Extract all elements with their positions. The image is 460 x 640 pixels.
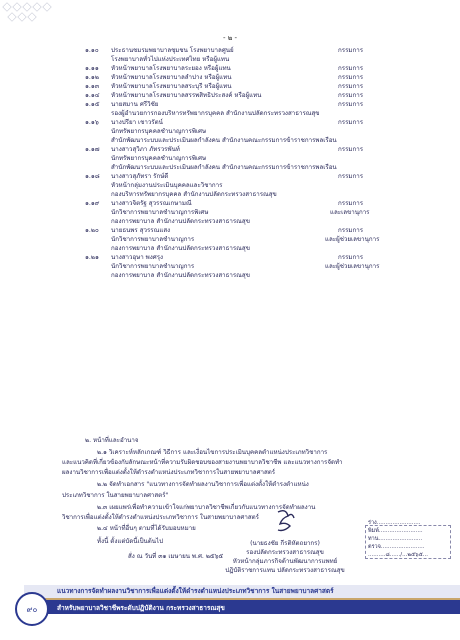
- member-row: ๑.๑๔: [85, 92, 100, 99]
- stamp-line-1: ร่าง.........................: [368, 520, 421, 526]
- member-role: กรรมการ: [338, 65, 364, 72]
- duty-1a: ๒.๑ วิเคราะห์หลักเกณฑ์ วิธีการ และเงื่อนไขการประเมินบุคคลตำแหน่งประเภทวิชาการ: [97, 449, 328, 456]
- stamp-line-3: ทาน.........................: [368, 536, 423, 542]
- member-name: นางสาวอุษา พงศรุง: [111, 254, 164, 261]
- stamp-line-5: ..........๘....../...๒๕๖๕...: [368, 552, 429, 558]
- member-role: กรรมการ: [338, 92, 364, 99]
- member-row: ๑.๑๖: [85, 119, 99, 126]
- effective-statement: ทั้งนี้ ตั้งแต่บัดนี้เป็นต้นไป: [97, 538, 164, 545]
- footer-subtitle: สำหรับพยาบาลวิชาชีพระดับปฏิบัติงาน กระทรวงสาธารณสุข: [57, 604, 225, 612]
- member-role: กรรมการ: [338, 200, 364, 207]
- member-name: หัวหน้าพยาบาลโรงพยาบาลลำปาง หรือผู้แทน: [111, 74, 232, 81]
- stamp-line-4: ตรวจ.........................: [368, 544, 425, 550]
- signature-name: (นายธงชัย กีรติหัตถยากร): [250, 540, 320, 547]
- duty-3b: วิชาการเพื่อแต่งตั้งให้ดำรงตำแหน่งประเภทวิชาการ ในสายพยาบาลศาสตร์: [62, 514, 259, 521]
- member-role: กรรมการ: [338, 227, 364, 234]
- member-role: กรรมการ: [338, 254, 364, 261]
- member-role: กรรมการ: [338, 119, 364, 126]
- duty-1b: และแนวคิดที่เกี่ยวข้องกับลักษณะหน้าที่ความรับผิดชอบของสายงานพยาบาลวิชาชีพ และแนวทางการจัดทำ: [62, 459, 343, 466]
- member-detail: นักวิชาการพยาบาลชำนาญการพิเศษ: [111, 209, 209, 216]
- member-name: นายสมาน ศรีวิชัย: [111, 101, 159, 108]
- duty-1c: ผลงานวิชาการเพื่อแต่งตั้งให้ดำรงตำแหน่งประเภทวิชาการในสายพยาบาลศาสตร์: [62, 469, 276, 476]
- footer-page-number: ๙๐: [15, 592, 49, 626]
- member-detail: สำนักพัฒนาระบบและประเมินผลกำลังคน สำนักงานคณะกรรมการข้าราชการพลเรือน: [111, 137, 337, 144]
- member-role: กรรมการ: [338, 101, 364, 108]
- member-name: ประธานชมรมพยาบาลชุมชน โรงพยาบาลศูนย์: [111, 47, 234, 54]
- member-row: ๑.๑๕: [85, 101, 100, 108]
- member-name: นางสาวสุภัทรา รักษ์ดี: [111, 173, 169, 180]
- member-detail: กองการพยาบาล สำนักงานปลัดกระทรวงสาธารณสุข: [111, 272, 250, 279]
- signature-title-1: รองปลัดกระทรวงสาธารณสุข: [246, 549, 324, 556]
- member-detail: สำนักพัฒนาระบบและประเมินผลกำลังคน สำนักงานคณะกรรมการข้าราชการพลเรือน: [111, 164, 337, 171]
- member-name: นางสาวจิตรัฐ สุวรรณเกษามณี: [111, 200, 192, 207]
- member-detail: นักวิชาการพยาบาลชำนาญการ: [111, 263, 195, 270]
- member-detail: กองบริหารทรัพยากรบุคคล สำนักงานปลัดกระทรวงสาธารณสุข: [111, 191, 277, 198]
- member-role-secondary: และเลขานุการ: [330, 209, 370, 216]
- member-name: นางสาวสุวิภา ภัทรวรพันท์: [111, 146, 180, 153]
- stamp-line-2: พิมพ์.........................: [368, 528, 423, 534]
- member-name: นางปรียา เชาวรัตน์: [111, 119, 163, 126]
- duty-2b: ประเภทวิชาการ ในสายพยาบาลศาสตร์": [62, 492, 169, 499]
- duties-heading: ๒. หน้าที่และอำนาจ: [85, 437, 139, 444]
- member-row: ๑.๑๓: [85, 83, 100, 90]
- member-detail: หัวหน้ากลุ่มงานประเมินบุคคลและวิชาการ: [111, 182, 223, 189]
- member-role-secondary: และผู้ช่วยเลขานุการ: [325, 263, 380, 270]
- member-row: ๑.๑๘: [85, 173, 100, 180]
- member-row: ๑.๑๒: [85, 74, 99, 81]
- duty-4: ๒.๔ หน้าที่อื่นๆ ตามที่ได้รับมอบหมาย: [97, 525, 196, 532]
- member-row: ๑.๑๙: [85, 200, 100, 207]
- duty-3a: ๒.๓ เผยแพร่เพื่อทำความเข้าใจแก่พยาบาลวิชาชีพเกี่ยวกับแนวทางการจัดทำผลงาน: [97, 504, 316, 511]
- page-top-number: - ๒ -: [222, 34, 238, 42]
- signature-title-2: หัวหน้ากลุ่มภารกิจด้านพัฒนาการแพทย์: [232, 558, 338, 565]
- member-name: หัวหน้าพยาบาลโรงพยาบาลสรรพสิทธิประสงค์ หรือผู้แทน: [111, 92, 262, 99]
- member-role: กรรมการ: [338, 47, 364, 54]
- member-detail: รองผู้อำนวยการกองบริหารทรัพยากรบุคคล สำนักงานปลัดกระทรวงสาธารณสุข: [111, 110, 320, 117]
- member-row: ๑.๒๐: [85, 227, 99, 234]
- member-detail: นักทรัพยากรบุคคลชำนาญการพิเศษ: [111, 128, 207, 135]
- order-date: สั่ง ณ วันที่ ๓๑ เมษายน พ.ศ. ๒๕๖๕: [128, 553, 224, 560]
- member-name: หัวหน้าพยาบาลโรงพยาบาลสระบุรี หรือผู้แทน: [111, 83, 232, 90]
- member-name: หัวหน้าพยาบาลโรงพยาบาลระยอง หรือผู้แทน: [111, 65, 231, 72]
- member-role: กรรมการ: [338, 146, 364, 153]
- member-role: กรรมการ: [338, 74, 364, 81]
- member-row: ๑.๒๑: [85, 254, 99, 261]
- member-role-secondary: และผู้ช่วยเลขานุการ: [325, 236, 380, 243]
- member-detail: นักวิชาการพยาบาลชำนาญการ: [111, 236, 195, 243]
- member-role: กรรมการ: [338, 83, 364, 90]
- duty-2a: ๒.๒ จัดทำเอกสาร "แนวทางการจัดทำผลงานวิชาการเพื่อแต่งตั้งให้ดำรงตำแหน่ง: [97, 481, 309, 488]
- member-role: กรรมการ: [338, 173, 364, 180]
- member-name: นายธนพร สุวรรณแสง: [111, 227, 171, 234]
- member-detail: กองการพยาบาล สำนักงานปลัดกระทรวงสาธารณสุข: [111, 218, 250, 225]
- footer-title: แนวทางการจัดทำผลงานวิชาการเพื่อแต่งตั้งให้ดำรงตำแหน่งประเภทวิชาการ ในสายพยาบาลศาสตร์: [57, 587, 334, 595]
- member-detail: นักทรัพยากรบุคคลชำนาญการพิเศษ: [111, 155, 207, 162]
- signature-title-3: ปฏิบัติราชการแทน ปลัดกระทรวงสาธารณสุข: [225, 567, 345, 574]
- member-detail: โรงพยาบาลทั่วไปแห่งประเทศไทย หรือผู้แทน: [111, 56, 230, 63]
- member-detail: กองการพยาบาล สำนักงานปลัดกระทรวงสาธารณสุข: [111, 245, 250, 252]
- signature-icon: [272, 508, 298, 538]
- member-row: ๑.๑๗: [85, 146, 100, 153]
- member-row: ๑.๑๐: [85, 47, 99, 54]
- member-row: ๑.๑๑: [85, 65, 99, 72]
